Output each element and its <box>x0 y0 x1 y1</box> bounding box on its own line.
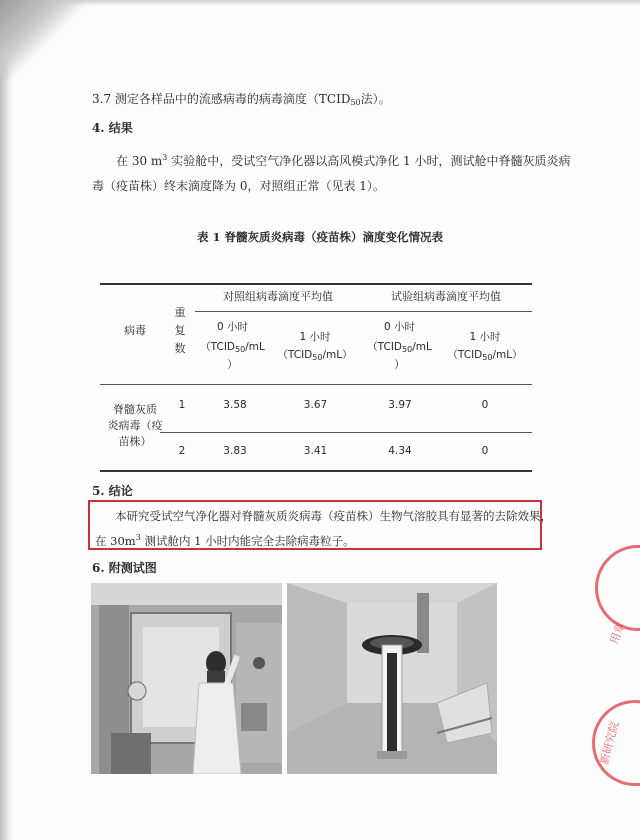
header-control-1h-unit <box>275 348 355 365</box>
header-test: 试验组病毒滴度平均值 <box>391 290 501 303</box>
row1-test-0h: 3.97 <box>388 399 412 411</box>
header-control-1h: 1 小时 <box>299 331 331 343</box>
section-4-line-1 <box>116 150 570 169</box>
unit-a: （TCID <box>200 341 235 353</box>
virus-name-3: 苗株） <box>118 435 152 448</box>
header-test-1h-unit <box>440 348 530 365</box>
row2-test-1h: 0 <box>481 445 489 457</box>
header-repeat-1: 重 <box>174 306 186 319</box>
section-3-7-text-before: 3.7 测定各样品中的流感病毒的病毒滴度（TCID <box>92 92 351 106</box>
section-4-line-1-b: 实验舱中，受试空气净化器以高风模式净化 1 小时，测试舱中脊髓灰质炎病 <box>167 154 571 168</box>
section-3-7-sub: 50 <box>350 98 361 107</box>
section-5-line-2 <box>95 530 355 549</box>
test-photo-lab-operator <box>91 583 282 774</box>
row2-test-0h: 4.34 <box>388 445 412 457</box>
seal-stamp-lower-text: 新研究院 <box>597 720 622 767</box>
unit-a: （TCID <box>447 349 483 361</box>
unit-sub: 50 <box>235 345 246 354</box>
purifier-chamber-illustration <box>287 583 497 774</box>
unit-sub: 50 <box>402 345 413 354</box>
section-3-7-text-after: 法）。 <box>360 92 391 106</box>
table-bottom-rule <box>100 470 532 472</box>
header-repeat-3: 数 <box>174 342 186 355</box>
section-4-line-1-sup: 3 <box>162 153 168 162</box>
unit-b: /mL <box>245 341 265 353</box>
section-3-7-line <box>92 91 391 111</box>
scan-shadow-top <box>0 0 640 6</box>
unit-sub: 50 <box>482 353 493 362</box>
section-4-heading: 4. 结果 <box>92 121 133 135</box>
unit-a: （TCID <box>277 349 313 361</box>
table-header-rule <box>100 384 532 385</box>
table-group-rule <box>195 311 532 312</box>
seal-stamp-upper-text: 用章 <box>607 620 628 646</box>
section-5-line-2-b: 测试舱内 1 小时内能完全去除病毒粒子。 <box>140 534 355 548</box>
unit-a: （TCID <box>367 341 402 353</box>
page-fold-corner <box>0 0 90 80</box>
header-control: 对照组病毒滴度平均值 <box>223 290 333 303</box>
row1-repeat: 1 <box>178 399 186 411</box>
header-test-0h-unit <box>362 340 437 357</box>
section-5-heading: 5. 结论 <box>92 484 133 498</box>
test-photo-purifier-chamber <box>287 583 497 774</box>
table-top-rule <box>100 283 532 285</box>
table-row-rule <box>160 432 532 433</box>
unit-full-b: /mL） <box>492 349 523 361</box>
scan-shadow-left <box>0 0 14 840</box>
unit-sub: 50 <box>312 353 323 362</box>
header-repeat-2: 复 <box>174 324 186 337</box>
header-test-0h: 0 小时 <box>383 321 416 333</box>
header-test-1h: 1 小时 <box>469 331 501 343</box>
section-5-line-1: 本研究受试空气净化器对脊髓灰质炎病毒（疫苗株）生物气溶胶具有显著的去除效果， <box>115 509 552 523</box>
section-5-line-2-sup: 3 <box>135 533 141 542</box>
unit-full-b: /mL） <box>322 349 353 361</box>
table-caption: 表 1 脊髓灰质炎病毒（疫苗株）滴度变化情况表 <box>196 230 443 244</box>
seal-stamp-upper <box>595 545 640 631</box>
section-6-heading: 6. 附测试图 <box>92 561 157 575</box>
row2-repeat: 2 <box>178 445 186 457</box>
row1-test-1h: 0 <box>481 399 489 411</box>
header-control-0h-close: ） <box>227 359 238 371</box>
header-test-0h-close: ） <box>394 359 405 371</box>
lab-operator-illustration <box>91 583 282 774</box>
row1-control-0h: 3.58 <box>223 399 247 411</box>
virus-name-1: 脊髓灰质 <box>113 403 157 416</box>
section-5-line-2-a: 在 30m <box>95 534 136 548</box>
header-control-0h-unit <box>195 340 270 357</box>
unit-b: /mL <box>412 341 432 353</box>
header-control-0h: 0 小时 <box>216 321 249 333</box>
section-4-line-1-a: 在 30 m <box>116 154 163 168</box>
row2-control-0h: 3.83 <box>223 445 247 457</box>
section-4-line-2: 毒（疫苗株）终末滴度降为 0，对照组正常（见表 1）。 <box>92 179 385 193</box>
virus-name-2: 炎病毒（疫 <box>107 419 163 432</box>
row2-control-1h: 3.41 <box>303 445 328 457</box>
row1-control-1h: 3.67 <box>303 399 328 411</box>
header-virus: 病毒 <box>124 324 146 337</box>
